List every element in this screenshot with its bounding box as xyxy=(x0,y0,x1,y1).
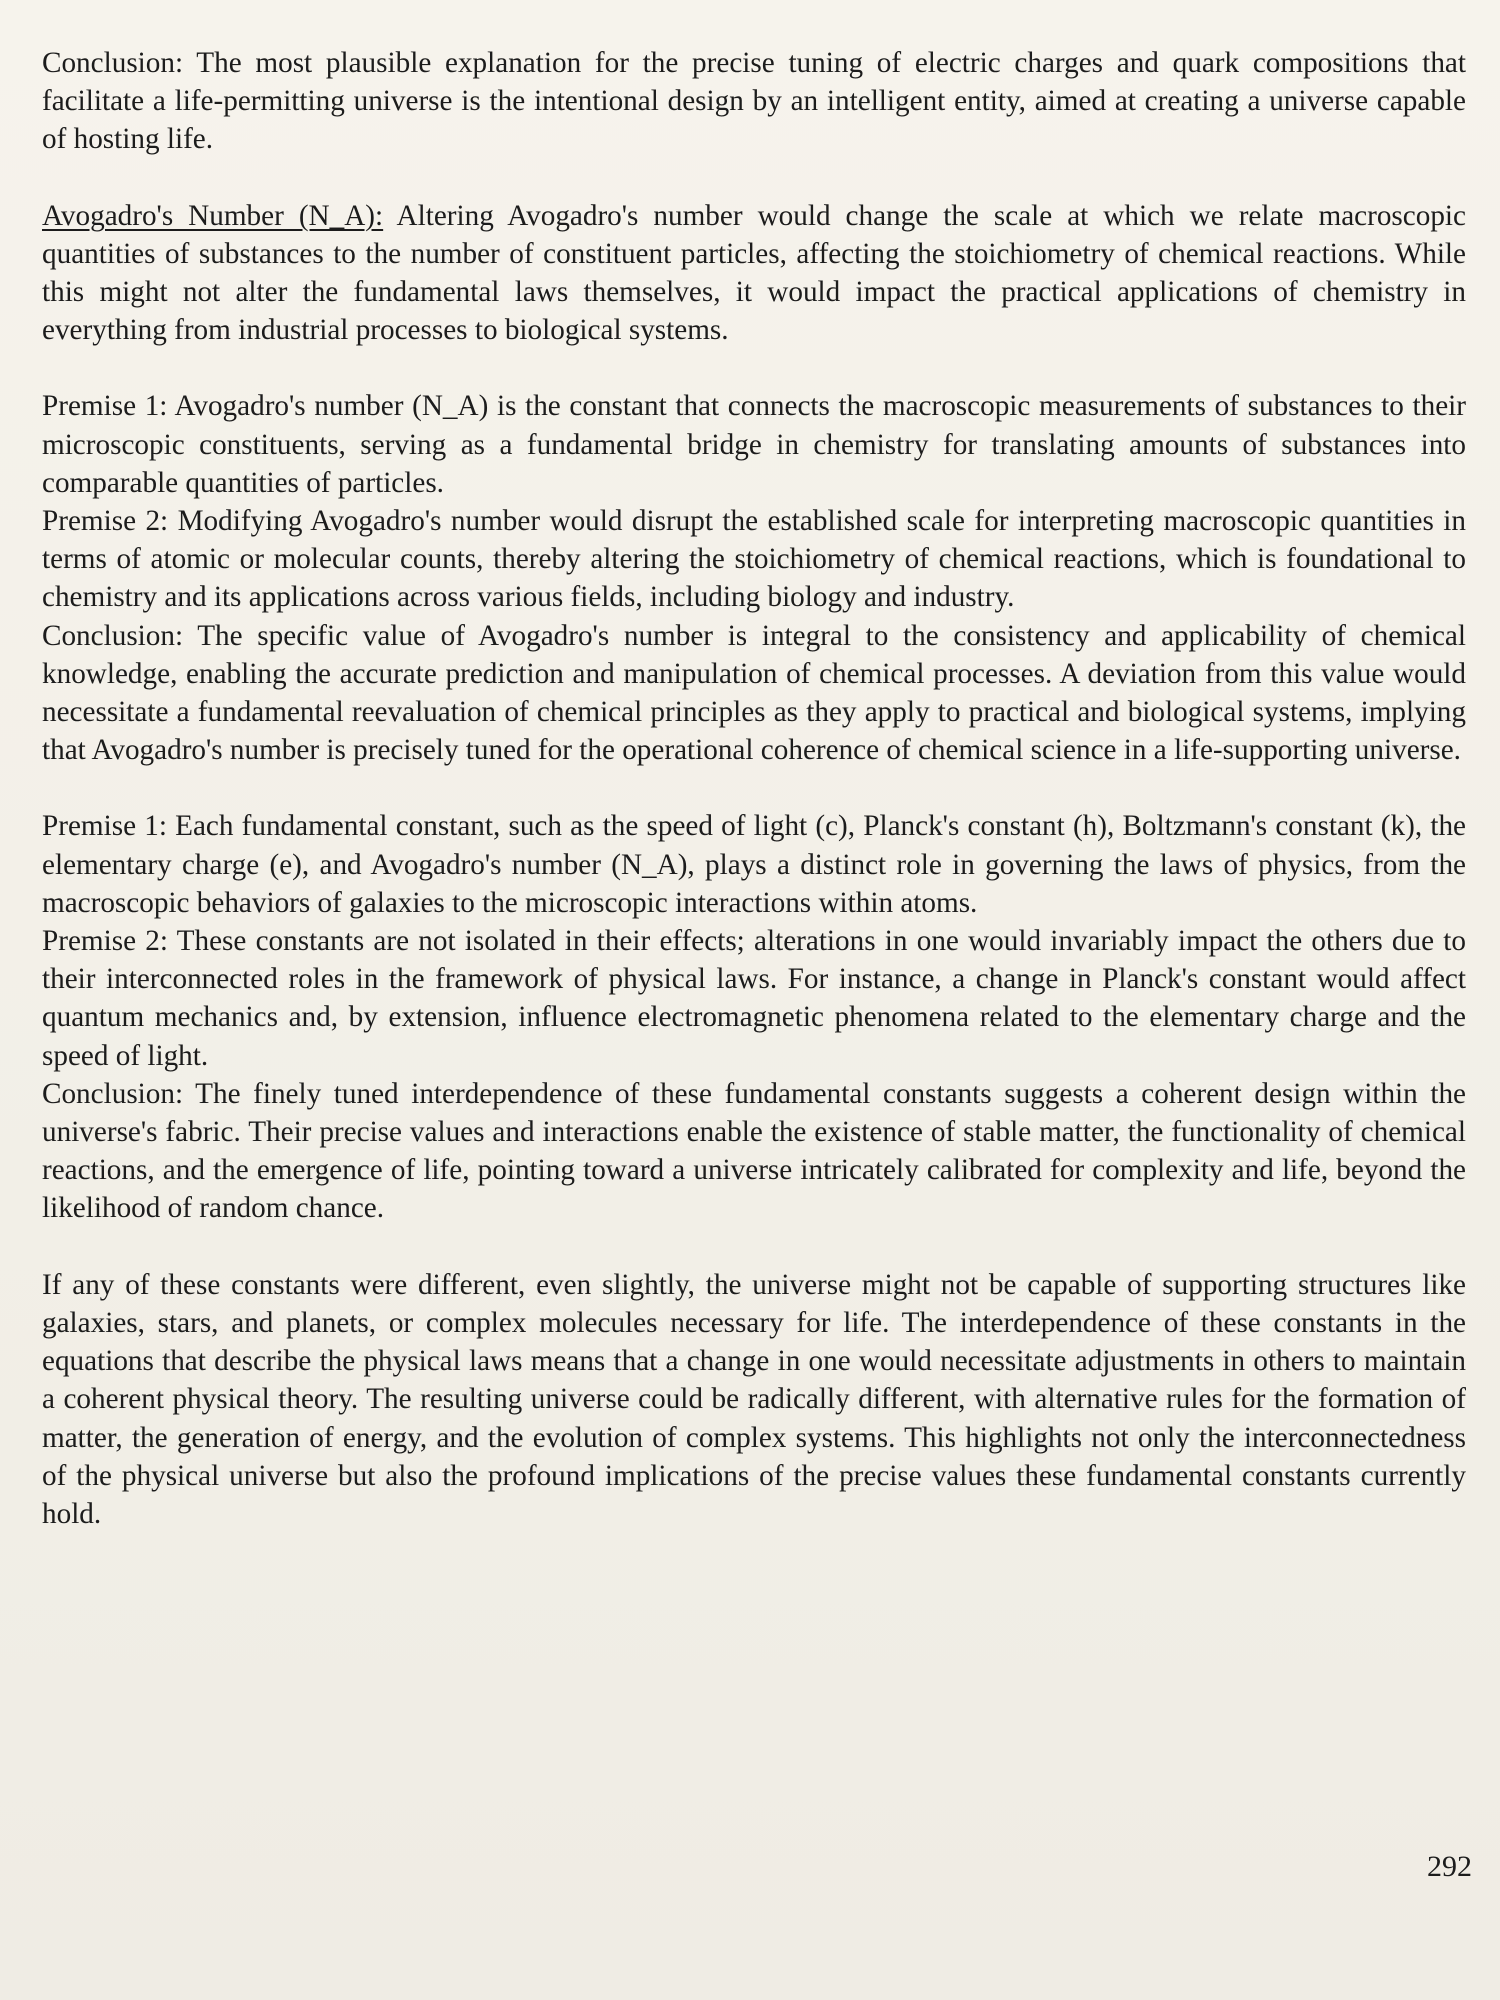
conclusion-intro-paragraph: Conclusion: The most plausible explanation for the precise tuning of electric charges and quark compositions that facilitate a life-permitting universe is the intentional design by an intelligent entity, aimed at creating a universe capable of hosting life. xyxy=(42,47,1466,156)
avogadro-premise-1: Premise 1: Avogadro's number (N_A) is the constant that connects the macroscopic measurements of substances to their microscopic constituents, serving as a fundamental bridge in chemistry for translating amounts of substances into comparable quantities of particles. xyxy=(42,390,1466,499)
avogadro-premise-2: Premise 2: Modifying Avogadro's number would disrupt the established scale for interpreting macroscopic quantities in terms of atomic or molecular counts, thereby altering the stoichiometry of chemical reactions, which is foundational to chemistry and its applications across various fields, including biology and industry. xyxy=(42,505,1466,614)
avogadro-body: Altering Avogadro's number would change the scale at which we relate macroscopic quantities of substances to the number of constituent particles, affecting the stoichiometry of chemical reactions. While this might not alter the fundamental laws themselves, it would impact the practical applications of chemistry in everything from industrial processes to biological systems. xyxy=(42,199,1466,347)
avogadro-heading: Avogadro's Number (N_A): xyxy=(42,199,384,232)
page-body xyxy=(42,44,1466,1533)
paragraph-gap xyxy=(42,1228,1466,1266)
constants-premise-1: Premise 1: Each fundamental constant, such as the speed of light (c), Planck's constant (h), Boltzmann's constant (k), the elementary charge (e), and Avogadro's number (N_A), plays a distinct role in governing the laws of physics, from the macroscopic behaviors of galaxies to the microscopic interactions within atoms. xyxy=(42,810,1466,919)
paragraph-gap xyxy=(42,349,1466,387)
paragraph-gap xyxy=(42,159,1466,197)
constants-conclusion: Conclusion: The finely tuned interdependence of these fundamental constants suggests a coherent design within the universe's fabric. Their precise values and interactions enable the existence of stable matter, the functionality of chemical reactions, and the emergence of life, pointing toward a universe intricately calibrated for complexity and life, beyond the likelihood of random chance. xyxy=(42,1077,1466,1225)
closing-paragraph: If any of these constants were different, even slightly, the universe might not be capable of supporting structures like galaxies, stars, and planets, or complex molecules necessary for life. The interdependence of these constants in the equations that describe the physical laws means that a change in one would necessitate adjustments in others to maintain a coherent physical theory. The resulting universe could be radically different, with alternative rules for the formation of matter, the generation of energy, and the evolution of complex systems. This highlights not only the interconnectedness of the physical universe but also the profound implications of the precise values these fundamental constants currently hold. xyxy=(42,1268,1466,1530)
constants-premise-2: Premise 2: These constants are not isolated in their effects; alterations in one would invariably impact the others due to their interconnected roles in the framework of physical laws. For instance, a change in Planck's constant would affect quantum mechanics and, by extension, influence electromagnetic phenomena related to the elementary charge and the speed of light. xyxy=(42,925,1466,1072)
page-number: 292 xyxy=(1427,1850,1472,1883)
avogadro-paragraph xyxy=(42,197,1466,350)
avogadro-conclusion: Conclusion: The specific value of Avogadro's number is integral to the consistency and applicability of chemical knowledge, enabling the accurate prediction and manipulation of chemical processes. A deviation from this value would necessitate a fundamental reevaluation of chemical principles as they apply to practical and biological systems, implying that Avogadro's number is precisely tuned for the operational coherence of chemical science in a life-supporting universe. xyxy=(42,619,1466,767)
paragraph-gap xyxy=(42,769,1466,807)
